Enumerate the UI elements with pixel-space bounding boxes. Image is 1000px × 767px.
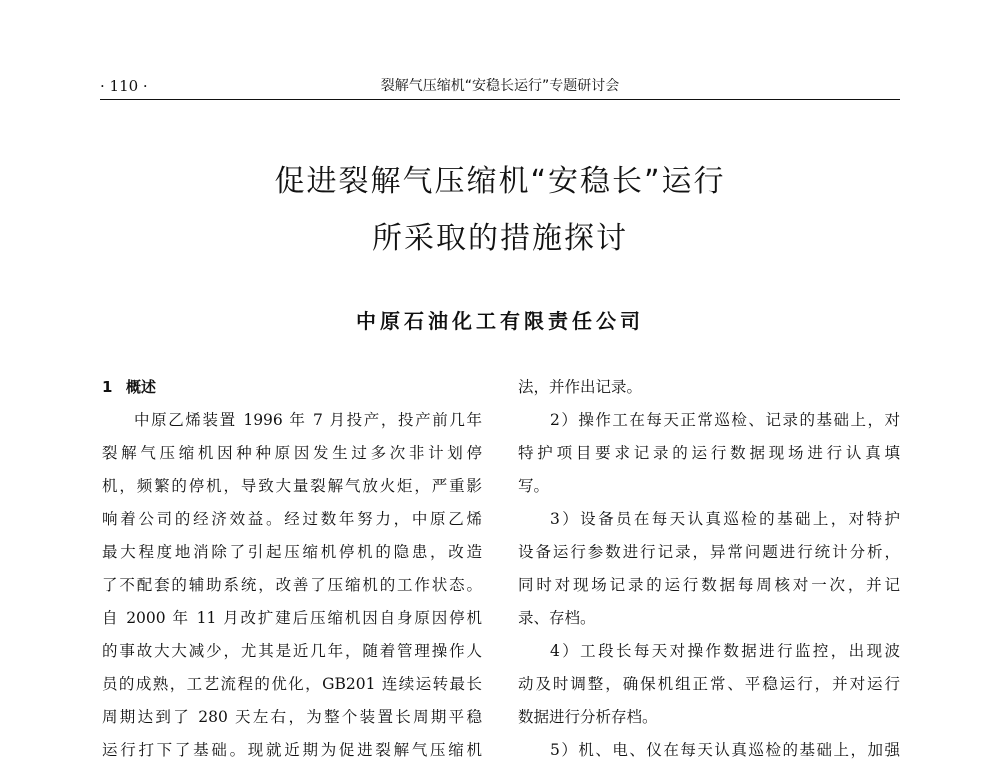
text-line: 同时对现场记录的运行数据每周核对一次，并记	[518, 576, 900, 594]
left-column	[102, 371, 482, 767]
text-line: 2）操作工在每天正常巡检、记录的基础上，对	[550, 411, 900, 429]
text-line: 机，频繁的停机，导致大量裂解气放火炬，严重影	[102, 477, 482, 495]
text-line: 数据进行分析存档。	[518, 708, 658, 726]
text-line: 特护项目要求记录的运行数据现场进行认真填	[518, 444, 900, 462]
text-line: 周期达到了 280 天左右，为整个装置长周期平稳	[102, 708, 482, 726]
article-title-line-2: 所采取的措施探讨	[372, 221, 628, 256]
text-line: 裂解气压缩机因种种原因发生过多次非计划停	[102, 444, 482, 462]
text-line: 3）设备员在每天认真巡检的基础上，对特护	[550, 510, 900, 528]
text-line: 了不配套的辅助系统，改善了压缩机的工作状态。	[102, 576, 482, 594]
running-head	[100, 76, 900, 98]
author-affiliation: 中原石油化工有限责任公司	[356, 309, 644, 333]
text-line: 动及时调整，确保机组正常、平稳运行，并对运行	[518, 675, 900, 693]
header-rule	[100, 99, 900, 100]
text-line: 法，并作出记录。	[518, 378, 643, 396]
running-title: 裂解气压缩机“安稳长运行”专题研讨会	[380, 78, 620, 94]
article-title-line-1: 促进裂解气压缩机“安稳长”运行	[274, 164, 726, 199]
text-line: 最大程度地消除了引起压缩机停机的隐患，改造	[102, 543, 482, 561]
text-line: 5）机、电、仪在每天认真巡检的基础上，加强	[550, 741, 900, 759]
section-title: 概述	[126, 378, 157, 396]
text-line: 运行打下了基础。现就近期为促进裂解气压缩机	[102, 741, 482, 759]
text-line: 员的成熟，工艺流程的优化，GB201 连续运转最长	[102, 675, 482, 693]
text-line: 自 2000 年 11 月改扩建后压缩机因自身原因停机	[102, 609, 482, 627]
text-line: 写。	[518, 477, 550, 495]
page-number: · 110 ·	[100, 77, 148, 95]
text-line: 中原乙烯装置 1996 年 7 月投产，投产前几年	[134, 411, 482, 429]
text-line: 4）工段长每天对操作数据进行监控，出现波	[550, 642, 900, 660]
section-number: 1	[102, 378, 113, 396]
text-line: 响着公司的经济效益。经过数年努力，中原乙烯	[102, 510, 482, 528]
text-line: 设备运行参数进行记录，异常问题进行统计分析，	[518, 543, 900, 561]
text-line: 录、存档。	[518, 609, 596, 627]
section-heading	[102, 371, 482, 404]
text-line: 的事故大大减少，尤其是近几年，随着管理操作人	[102, 642, 482, 660]
right-column	[518, 371, 900, 767]
